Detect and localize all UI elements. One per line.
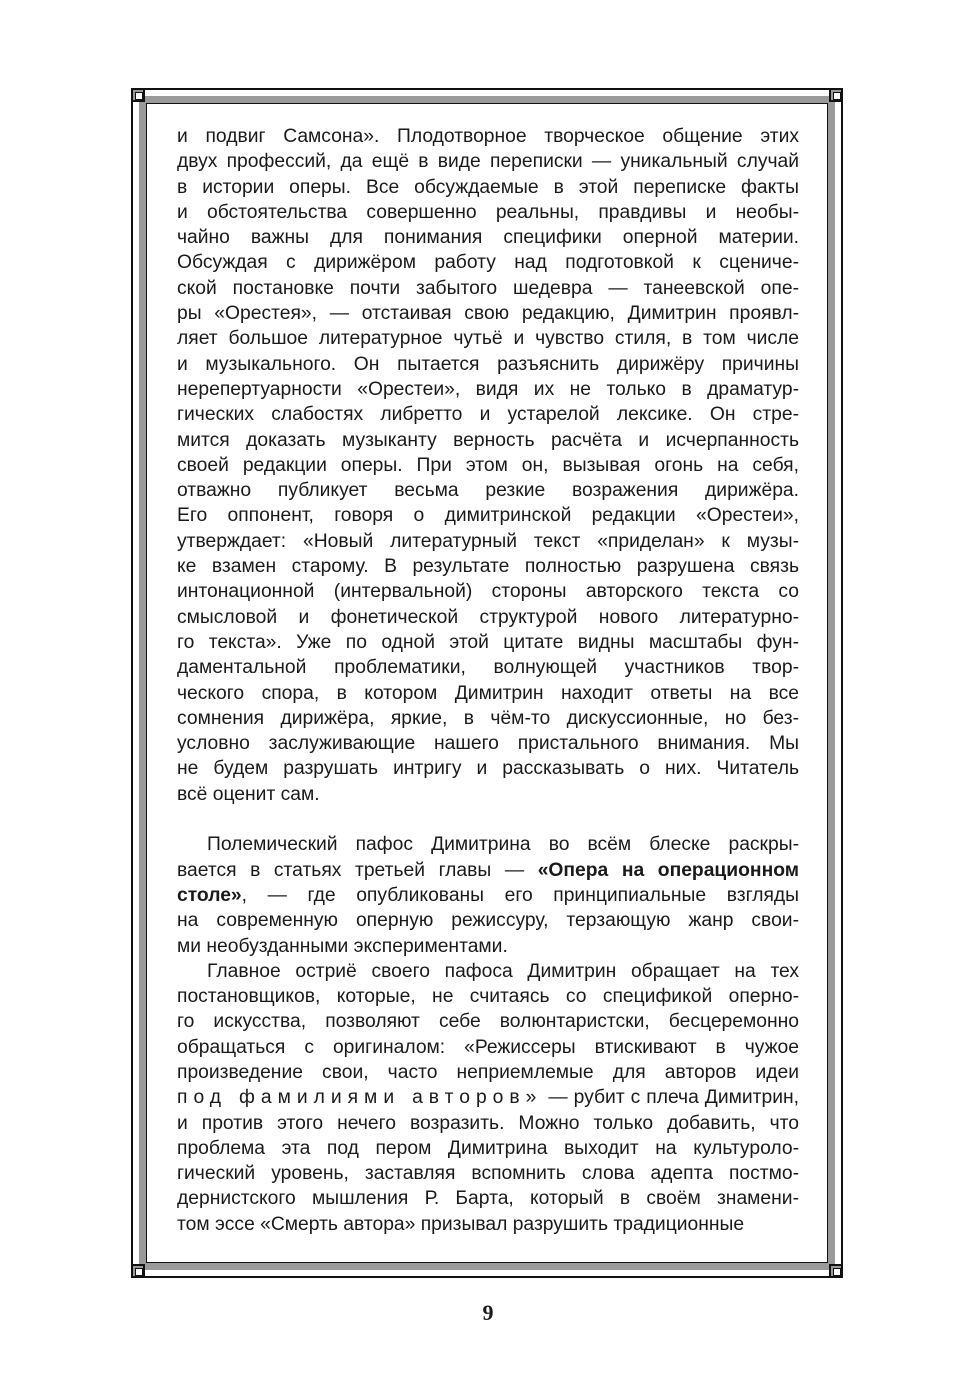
text-line — [177, 858, 799, 883]
text-segment: и против этого нечего возразить. Можно только добавить, что — [177, 1112, 799, 1134]
text-segment: ской постановке почти забытого шедевра — танеевской опе- — [177, 277, 799, 299]
text-segment: даментальной проблематики, волнующей участников твор- — [177, 657, 799, 679]
text-segment: в истории оперы. Все обсуждаемые в этой переписке факты — [177, 176, 799, 198]
text-segment: го текста». Уже по одной этой цитате видны масштабы фун- — [177, 631, 799, 653]
text-line — [177, 175, 799, 200]
text-segment: , — где опубликованы его принципиальные взгляды — [241, 884, 799, 906]
text-segment: и обстоятельства совершенно реальны, правдивы и необы- — [177, 201, 799, 223]
text-line — [177, 149, 799, 174]
text-line — [177, 655, 799, 680]
text-segment: ми необузданными экспериментами. — [177, 935, 508, 957]
text-line — [177, 554, 799, 579]
text-line — [177, 478, 799, 503]
text-segment: вается в статьях третьей главы — — [177, 859, 538, 881]
text-segment: на современную оперную режиссуру, терзающую жанр свои- — [177, 910, 799, 932]
text-segment: всё оценит сам. — [177, 783, 320, 805]
text-line — [177, 1161, 799, 1186]
text-segment: постановщиков, которые, не считаясь со спецификой оперно- — [177, 986, 799, 1008]
text-segment: и подвиг Самсона». Плодотворное творческое общение этих — [177, 126, 799, 147]
text-line — [177, 1085, 799, 1110]
text-line — [177, 1060, 799, 1085]
text-line — [177, 276, 799, 301]
text-segment: утверждает: «Новый литературный текст «приделан» к музы- — [177, 530, 799, 552]
text-line — [177, 453, 799, 478]
text-segment: Его оппонент, говоря о димитринской редакции «Орестеи», — [177, 505, 799, 527]
text-segment: том эссе «Смерть автора» призывал разрушить традиционные — [177, 1213, 745, 1235]
bold-text: «Опера на операционном — [537, 859, 799, 881]
spaced-text: под фамилиями авторов» — [177, 1087, 543, 1109]
text-segment: проблема эта под пером Димитрина выходит на культуроло- — [177, 1137, 799, 1159]
paragraph — [177, 832, 799, 958]
text-segment: Главное остриё своего пафоса Димитрин обращает на тех — [207, 960, 799, 982]
text-line — [177, 756, 799, 781]
text-segment: чайно важны для понимания специфики оперной материи. — [177, 227, 799, 249]
text-line — [177, 579, 799, 604]
text-segment: сомнения дирижёра, яркие, в чём-то дискуссионные, но без- — [177, 707, 799, 729]
corner-ornament — [131, 1264, 145, 1278]
text-segment: ляет большое литературное чутьё и чувство стиля, в том числе — [177, 328, 799, 350]
text-segment: Обсуждая с дирижёром работу над подготовкой к сцениче- — [177, 252, 799, 274]
text-line — [177, 529, 799, 554]
text-segment: интонационной (интервальной) стороны авторского текста со — [177, 581, 799, 603]
text-segment: своей редакции оперы. При этом он, вызывая огонь на себя, — [177, 454, 799, 476]
text-line — [177, 908, 799, 933]
text-segment: двух профессий, да ещё в виде переписки — уникальный случай — [177, 151, 799, 173]
text-line — [177, 200, 799, 225]
text-line — [177, 1009, 799, 1034]
text-segment: ры «Орестея», — отстаивая свою редакцию, Димитрин проявл- — [177, 303, 799, 325]
text-line — [177, 630, 799, 655]
text-segment: мится доказать музыканту верность расчёта и исчерпанность — [177, 429, 799, 451]
text-line — [177, 225, 799, 250]
text-segment: и музыкального. Он пытается разъяснить дирижёру причины — [177, 353, 799, 375]
corner-ornament — [829, 1264, 843, 1278]
text-line — [177, 377, 799, 402]
text-segment: обращаться с оригиналом: «Режиссеры втискивают в чужое — [177, 1036, 799, 1058]
corner-ornament — [131, 88, 145, 102]
text-line — [177, 934, 799, 959]
text-line — [177, 326, 799, 351]
text-segment: условно заслуживающие нашего пристального внимания. Мы — [177, 733, 799, 755]
text-line — [177, 731, 799, 756]
text-segment: гический уровень, заставляя вспомнить слова адепта постмо- — [177, 1163, 799, 1185]
text-segment: Полемический пафос Димитрина во всём блеске раскры- — [207, 834, 799, 856]
text-line — [177, 428, 799, 453]
text-segment: не будем разрушать интригу и рассказывать о них. Читатель — [177, 758, 799, 780]
text-segment: нерепертуарности «Орестеи», видя их не только в драматур- — [177, 378, 799, 400]
text-line — [177, 301, 799, 326]
paragraph — [177, 124, 799, 807]
paragraph-gap — [177, 807, 799, 832]
text-line — [177, 782, 799, 807]
body-text — [177, 124, 799, 1237]
text-segment: смысловой и фонетической структурой нового литературно- — [177, 606, 799, 628]
text-segment: ке взамен старому. В результате полностью разрушена связь — [177, 556, 799, 578]
paragraph — [177, 959, 799, 1237]
text-line — [177, 681, 799, 706]
text-segment: — рубит с плеча Димитрин, — [542, 1087, 799, 1109]
text-line — [177, 832, 799, 857]
text-line — [177, 352, 799, 377]
text-line — [177, 124, 799, 149]
corner-ornament — [829, 88, 843, 102]
text-segment: гических слабостях либретто и устарелой лексике. Он стре- — [177, 404, 799, 426]
text-segment: дернистского мышления Р. Барта, который в своём знамени- — [177, 1188, 799, 1210]
text-segment: го искусства, позволяют себе волюнтаристски, бесцеремонно — [177, 1011, 799, 1033]
text-line — [177, 706, 799, 731]
page-number: 9 — [482, 1300, 494, 1325]
text-line — [177, 605, 799, 630]
text-line — [177, 402, 799, 427]
text-line — [177, 250, 799, 275]
text-segment: отважно публикует весьма резкие возражения дирижёра. — [177, 480, 799, 502]
text-line — [177, 959, 799, 984]
text-segment: ческого спора, в котором Димитрин находит ответы на все — [177, 682, 799, 704]
text-line — [177, 1111, 799, 1136]
text-line — [177, 1212, 799, 1237]
text-line — [177, 984, 799, 1009]
text-line — [177, 503, 799, 528]
text-line — [177, 1136, 799, 1161]
text-segment: произведение свои, часто неприемлемые для авторов идеи — [177, 1061, 799, 1083]
text-line — [177, 1035, 799, 1060]
text-line — [177, 883, 799, 908]
text-line — [177, 1186, 799, 1211]
bold-text: столе» — [177, 884, 242, 906]
